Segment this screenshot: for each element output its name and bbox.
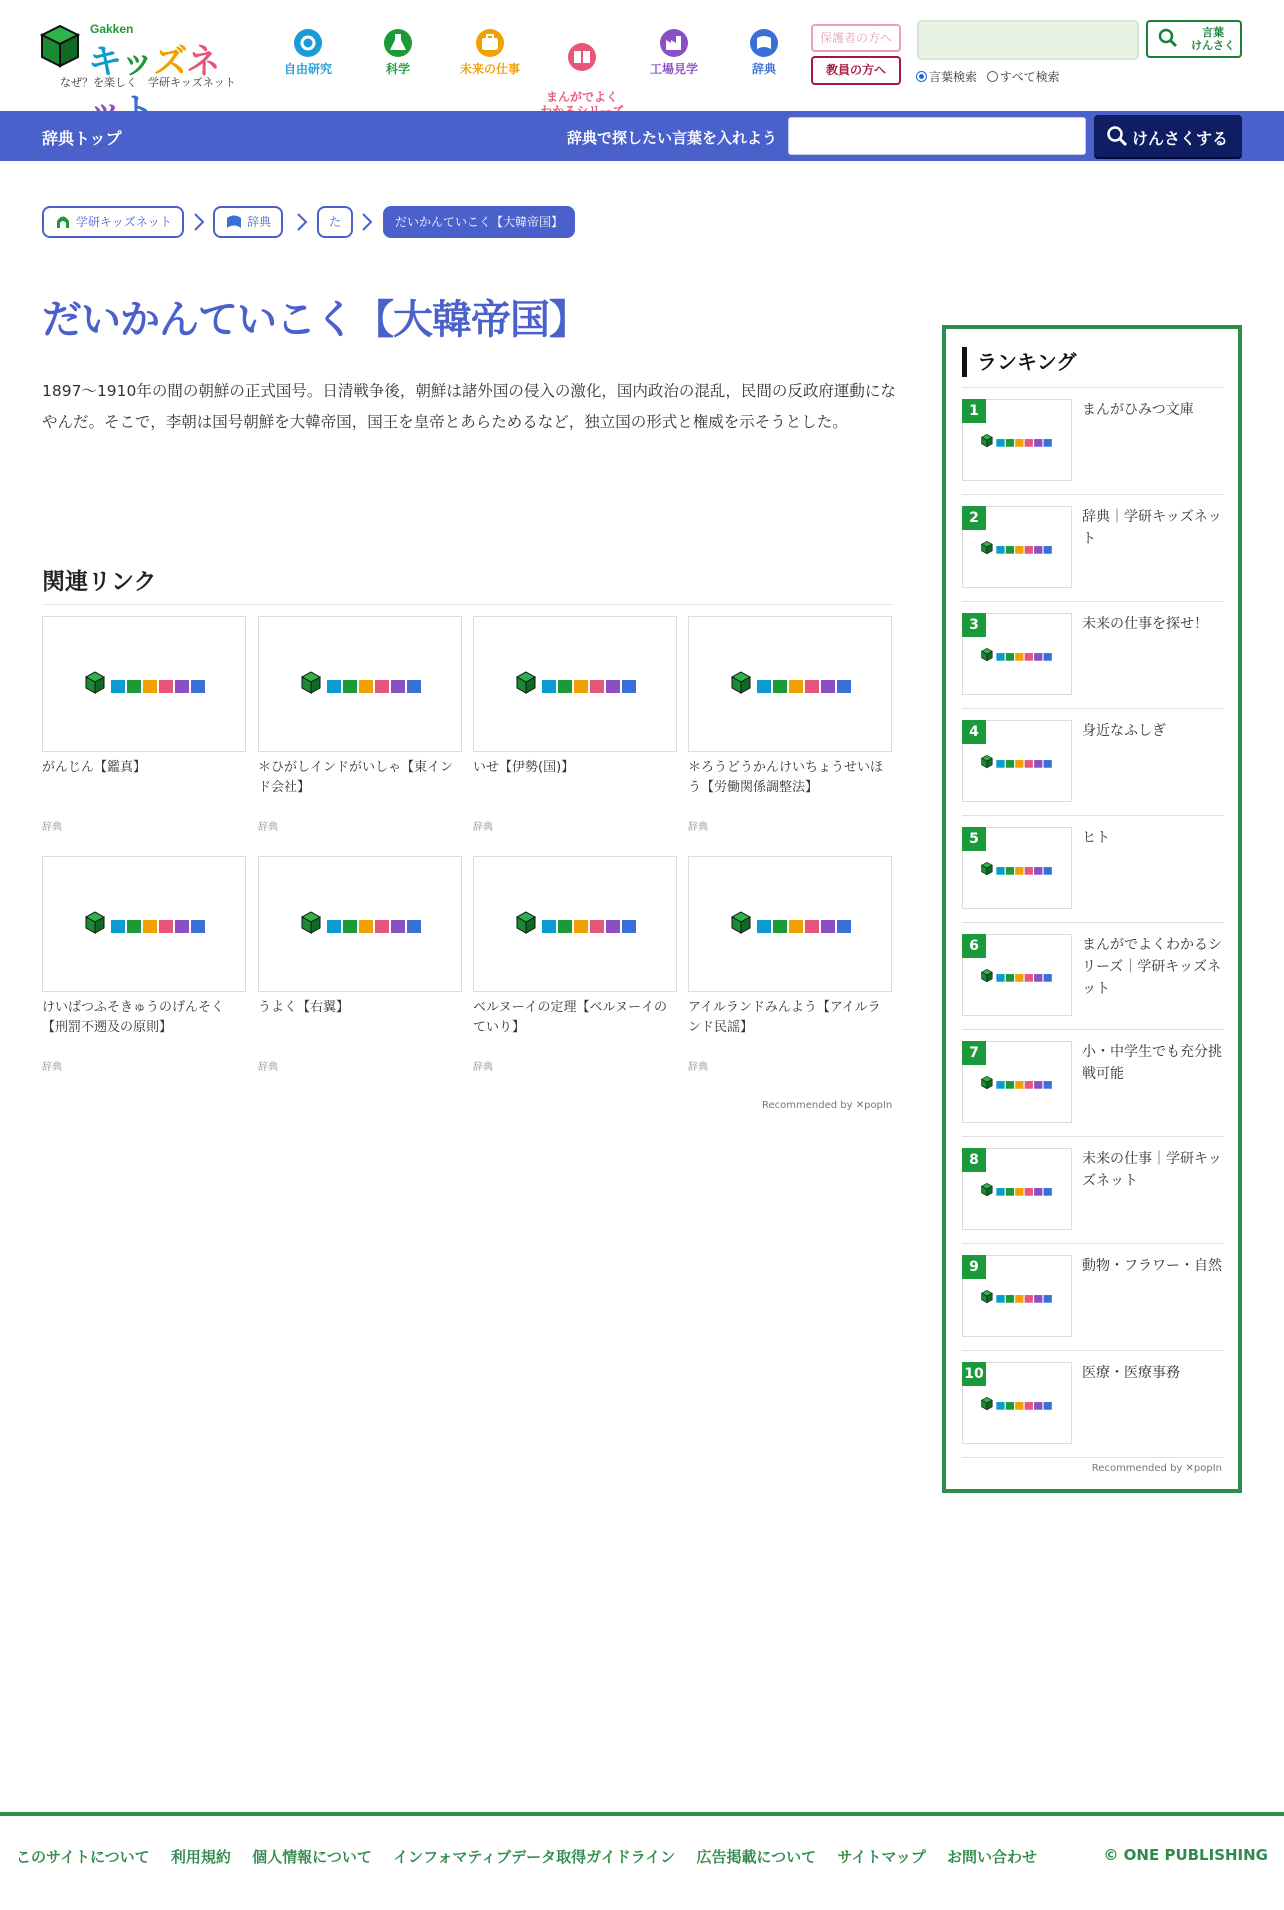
kidsnet-logo-icon bbox=[981, 1074, 1053, 1094]
breadcrumb-current: だいかんていこく【大韓帝国】 bbox=[383, 206, 575, 238]
nav-science[interactable]: 科学 bbox=[356, 28, 440, 76]
ranking-item[interactable] bbox=[962, 613, 1224, 697]
related-link-card[interactable] bbox=[473, 856, 677, 1073]
kidsnet-logo-icon bbox=[85, 669, 207, 701]
kidsnet-logo-icon bbox=[981, 1181, 1053, 1201]
logo-tagline: なぜ？を楽しく 学研キッズネット bbox=[60, 76, 236, 89]
rank-number-badge: 7 bbox=[962, 1041, 986, 1065]
footer-link-contact[interactable]: お問い合わせ bbox=[947, 1848, 1038, 1866]
site-search-input[interactable] bbox=[917, 20, 1139, 60]
ranking-item[interactable] bbox=[962, 934, 1224, 1018]
book-icon bbox=[567, 42, 597, 72]
footer-divider bbox=[0, 1812, 1284, 1816]
ranking-item-label[interactable]: 動物・フラワー・自然 bbox=[1082, 1258, 1222, 1274]
briefcase-icon bbox=[475, 28, 505, 58]
radio-all-search[interactable]: すべて検索 bbox=[987, 70, 1060, 84]
card-title[interactable]: ＊ひがしインドがいしゃ【東インド会社】 bbox=[258, 760, 454, 795]
related-link-card[interactable] bbox=[258, 856, 462, 1073]
card-thumbnail[interactable] bbox=[473, 856, 677, 992]
ranking-item[interactable] bbox=[962, 399, 1224, 483]
ranking-item-label[interactable]: ヒト bbox=[1082, 830, 1110, 846]
ranking-item[interactable] bbox=[962, 1041, 1224, 1125]
entry-body-line: やんだ。そこで，李朝は国号朝鮮を大韓帝国，国王を皇帝とあらためるなど，独立国の形式と権威を示そうとした。 bbox=[42, 413, 848, 431]
ranking-heading: ランキング bbox=[962, 347, 1076, 377]
card-title[interactable]: アイルランドみんよう【アイルランド民謡】 bbox=[688, 1000, 881, 1035]
ranking-item-label[interactable]: 小・中学生でも充分挑戦可能 bbox=[1082, 1044, 1222, 1082]
factory-icon bbox=[659, 28, 689, 58]
nav-dictionary[interactable]: 辞典 bbox=[722, 28, 806, 76]
nav-free-research[interactable]: 自由研究 bbox=[266, 28, 350, 76]
rank-number-badge: 6 bbox=[962, 934, 986, 958]
kidsnet-logo-icon bbox=[516, 669, 638, 701]
footer-link-about[interactable]: このサイトについて bbox=[16, 1848, 150, 1866]
entry-body bbox=[42, 376, 898, 438]
dictionary-search-prompt: 辞典で探したい言葉を入れよう bbox=[567, 129, 778, 147]
nav-manga-series[interactable]: まんがでよく bbox=[540, 28, 624, 132]
footer-link-advertising[interactable]: 広告掲載について bbox=[696, 1848, 817, 1866]
card-thumbnail[interactable] bbox=[473, 616, 677, 752]
popin-credit[interactable]: Recommended by ✕popIn bbox=[762, 1100, 893, 1111]
radio-unchecked-icon[interactable] bbox=[987, 71, 998, 82]
kidsnet-logo-icon bbox=[981, 1395, 1053, 1415]
entry-body-line: 1897〜1910年の間の朝鮮の正式国号。日清戦争後，朝鮮は諸外国の侵入の激化，国内政治の混乱，民間の反政府運動にな bbox=[42, 382, 896, 400]
dictionary-search-button[interactable]: けんさくする bbox=[1094, 115, 1242, 157]
ranking-item[interactable] bbox=[962, 827, 1224, 911]
card-category: 辞典 bbox=[258, 822, 278, 833]
footer-link-sitemap[interactable]: サイトマップ bbox=[837, 1848, 926, 1866]
divider bbox=[962, 601, 1224, 602]
radio-checked-icon[interactable] bbox=[916, 71, 927, 82]
logo-brand: Gakken bbox=[90, 22, 134, 36]
footer-link-terms[interactable]: 利用規約 bbox=[170, 1848, 231, 1866]
kidsnet-logo-icon bbox=[981, 967, 1053, 987]
card-title[interactable]: いせ【伊勢(国)】 bbox=[473, 760, 575, 775]
divider bbox=[962, 1243, 1224, 1244]
card-category: 辞典 bbox=[42, 1062, 62, 1073]
kidsnet-logo-icon bbox=[981, 753, 1053, 773]
dictionary-search-bar bbox=[0, 111, 1284, 161]
kidsnet-logo-icon bbox=[981, 860, 1053, 880]
divider bbox=[962, 494, 1224, 495]
for-teachers-button[interactable]: 教員の方へ bbox=[811, 56, 901, 85]
kidsnet-logo-icon bbox=[981, 1288, 1053, 1308]
rank-number-badge: 10 bbox=[962, 1362, 986, 1386]
dictionary-icon bbox=[749, 28, 779, 58]
rank-number-badge: 9 bbox=[962, 1255, 986, 1279]
kidsnet-logo-icon bbox=[301, 909, 423, 941]
cube-logo-icon bbox=[40, 24, 80, 68]
ranking-item-label[interactable]: 未来の仕事｜学研キッズネット bbox=[1082, 1151, 1222, 1189]
site-logo[interactable] bbox=[40, 20, 250, 88]
breadcrumb-home[interactable]: 学研キッズネット bbox=[42, 206, 184, 238]
footer-link-privacy[interactable]: 個人情報について bbox=[252, 1848, 372, 1866]
ranking-item[interactable] bbox=[962, 506, 1224, 590]
card-thumbnail[interactable] bbox=[688, 616, 892, 752]
footer-links bbox=[16, 1846, 1053, 1867]
divider bbox=[962, 387, 1224, 388]
flask-icon bbox=[383, 28, 413, 58]
dictionary-top-link[interactable]: 辞典トップ bbox=[42, 129, 122, 148]
divider bbox=[962, 922, 1224, 923]
kidsnet-logo-icon bbox=[981, 646, 1053, 666]
breadcrumb-dictionary[interactable]: 辞典 bbox=[213, 206, 283, 238]
divider bbox=[962, 815, 1224, 816]
search-icon bbox=[1106, 125, 1128, 147]
card-category: 辞典 bbox=[688, 822, 708, 833]
chevron-right-icon bbox=[192, 212, 206, 232]
copyright: © ONE PUBLISHING bbox=[1103, 1846, 1268, 1864]
ranking-item-label[interactable]: 医療・医療事務 bbox=[1082, 1365, 1180, 1381]
ranking-item[interactable] bbox=[962, 1255, 1224, 1339]
card-thumbnail[interactable] bbox=[42, 856, 246, 992]
related-link-card[interactable] bbox=[688, 856, 892, 1073]
related-link-card[interactable] bbox=[473, 616, 677, 833]
card-title[interactable]: けいばつふそきゅうのげんそく【刑罰不遡及の原則】 bbox=[42, 1000, 225, 1035]
card-category: 辞典 bbox=[473, 822, 493, 833]
card-title[interactable]: うよく【右翼】 bbox=[258, 1000, 350, 1015]
ranking-item[interactable] bbox=[962, 1148, 1224, 1232]
search-icon bbox=[1158, 28, 1178, 48]
kidsnet-logo-icon bbox=[731, 669, 853, 701]
kidsnet-logo-icon bbox=[516, 909, 638, 941]
ranking-panel bbox=[942, 325, 1242, 1493]
dictionary-search-input[interactable] bbox=[788, 117, 1086, 155]
rank-number-badge: 1 bbox=[962, 399, 986, 423]
word-search-button[interactable]: 言葉 けんさく bbox=[1146, 20, 1242, 58]
breadcrumb-index-ta[interactable]: た bbox=[317, 206, 353, 238]
popin-credit[interactable]: Recommended by ✕popIn bbox=[1091, 1463, 1222, 1474]
card-title[interactable]: ＊ろうどうかんけいちょうせいほう【労働関係調整法】 bbox=[688, 760, 884, 795]
ranking-item-label[interactable]: 身近なふしぎ bbox=[1082, 723, 1166, 739]
rank-number-badge: 2 bbox=[962, 506, 986, 530]
nav-future-job[interactable]: 未来の仕事 bbox=[448, 28, 532, 76]
related-link-card[interactable] bbox=[42, 856, 246, 1073]
ranking-item-label[interactable]: まんがでよくわかるシリーズ｜学研キッズネット bbox=[1082, 937, 1222, 997]
kidsnet-logo-icon bbox=[981, 432, 1053, 452]
chevron-right-icon bbox=[360, 212, 374, 232]
divider bbox=[962, 708, 1224, 709]
card-thumbnail[interactable] bbox=[688, 856, 892, 992]
site-header bbox=[0, 0, 1284, 110]
card-thumbnail[interactable] bbox=[42, 616, 246, 752]
card-category: 辞典 bbox=[258, 1062, 278, 1073]
rank-number-badge: 8 bbox=[962, 1148, 986, 1172]
card-title[interactable]: がんじん【鑑真】 bbox=[42, 760, 147, 775]
card-thumbnail[interactable] bbox=[258, 856, 462, 992]
rank-number-badge: 4 bbox=[962, 720, 986, 744]
rank-number-badge: 5 bbox=[962, 827, 986, 851]
divider bbox=[962, 1029, 1224, 1030]
page-title: だいかんていこく【大韓帝国】 bbox=[42, 297, 588, 343]
card-category: 辞典 bbox=[42, 822, 62, 833]
rank-number-badge: 3 bbox=[962, 613, 986, 637]
ranking-item-label[interactable]: 辞典｜学研キッズネット bbox=[1082, 509, 1222, 547]
ranking-item[interactable] bbox=[962, 720, 1224, 804]
card-thumbnail[interactable] bbox=[258, 616, 462, 752]
ring-icon bbox=[293, 28, 323, 58]
card-category: 辞典 bbox=[688, 1062, 708, 1073]
divider bbox=[962, 1457, 1224, 1458]
nav-factory-tour[interactable]: 工場見学 bbox=[632, 28, 716, 76]
kidsnet-logo-icon bbox=[301, 669, 423, 701]
related-link-card[interactable] bbox=[258, 616, 462, 833]
ranking-item-label[interactable]: 未来の仕事を探せ！ bbox=[1082, 616, 1208, 632]
kidsnet-logo-icon bbox=[981, 539, 1053, 559]
divider bbox=[962, 1136, 1224, 1137]
card-category: 辞典 bbox=[473, 1062, 493, 1073]
kidsnet-logo-icon bbox=[731, 909, 853, 941]
card-title[interactable]: ベルヌーイの定理【ベルヌーイのていり】 bbox=[473, 1000, 667, 1035]
dictionary-icon bbox=[225, 212, 243, 230]
search-mode-radios bbox=[916, 68, 1066, 85]
divider bbox=[42, 604, 892, 605]
footer-link-informative-data[interactable]: インフォマティブデータ取得ガイドライン bbox=[393, 1848, 676, 1866]
chevron-right-icon bbox=[295, 212, 309, 232]
logo-title: キッズネ bbox=[88, 42, 220, 82]
for-parents-button[interactable]: 保護者の方へ bbox=[811, 24, 901, 52]
related-links-heading: 関連リンク bbox=[42, 569, 157, 595]
radio-word-search[interactable]: 言葉検索 bbox=[916, 70, 977, 84]
home-icon bbox=[54, 212, 72, 230]
divider bbox=[962, 1350, 1224, 1351]
related-link-card[interactable] bbox=[42, 616, 246, 833]
ranking-item[interactable] bbox=[962, 1362, 1224, 1446]
related-link-card[interactable] bbox=[688, 616, 892, 833]
ranking-item-label[interactable]: まんがひみつ文庫 bbox=[1082, 402, 1194, 418]
kidsnet-logo-icon bbox=[85, 909, 207, 941]
